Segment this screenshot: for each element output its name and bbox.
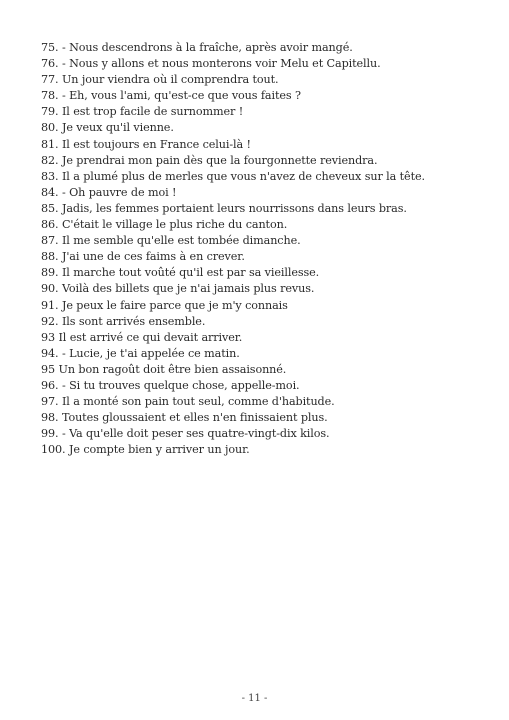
sentence-line: 90. Voilà des billets que je n'ai jamais plus revus. [41,282,315,296]
sentence-line: 84. - Oh pauvre de moi ! [41,185,177,199]
sentence-line: 77. Un jour viendra où il comprendra tout. [41,73,279,87]
sentence-line: 85. Jadis, les femmes portaient leurs nourrissons dans leurs bras. [41,201,407,215]
sentence-line: 97. Il a monté son pain tout seul, comme d'habitude. [41,395,335,409]
sentence-line: 87. Il me semble qu'elle est tombée dimanche. [41,234,301,248]
sentence-line: 80. Je veux qu'il vienne. [41,121,174,135]
sentence-line: 100. Je compte bien y arriver un jour. [41,443,250,457]
sentence-line: 88. J'ai une de ces faims à en crever. [41,250,245,264]
sentence-line: 81. Il est toujours en France celui-là ! [41,137,251,151]
sentence-line: 93 Il est arrivé ce qui devait arriver. [41,330,243,344]
sentence-line: 98. Toutes gloussaient et elles n'en finissaient plus. [41,411,328,425]
sentence-line: 89. Il marche tout voûté qu'il est par sa vieillesse. [41,266,320,280]
sentence-line: 92. Ils sont arrivés ensemble. [41,314,206,328]
sentence-line: 78. - Eh, vous l'ami, qu'est-ce que vous faites ? [41,89,301,103]
sentence-line: 79. Il est trop facile de surnommer ! [41,105,244,119]
sentence-line: 83. Il a plumé plus de merles que vous n'avez de cheveux sur la tête. [41,169,425,183]
sentence-line: 95 Un bon ragoût doit être bien assaisonné. [41,362,287,376]
sentence-line: 96. - Si tu trouves quelque chose, appelle-moi. [41,378,300,392]
page-number: - 11 - [241,693,268,704]
sentence-line: 82. Je prendrai mon pain dès que la fourgonnette reviendra. [41,153,378,167]
sentence-line: 91. Je peux le faire parce que je m'y connais [41,298,288,312]
sentence-line: 75. - Nous descendrons à la fraîche, après avoir mangé. [41,41,353,54]
sentence-line: 94. - Lucie, je t'ai appelée ce matin. [41,346,240,360]
sentence-line: 76. - Nous y allons et nous monterons voir Melu et Capitellu. [41,57,381,71]
sentence-line: 99. - Va qu'elle doit peser ses quatre-vingt-dix kilos. [41,427,330,441]
sentence-line: 86. C'était le village le plus riche du canton. [41,218,288,232]
sentence-list [41,40,481,458]
